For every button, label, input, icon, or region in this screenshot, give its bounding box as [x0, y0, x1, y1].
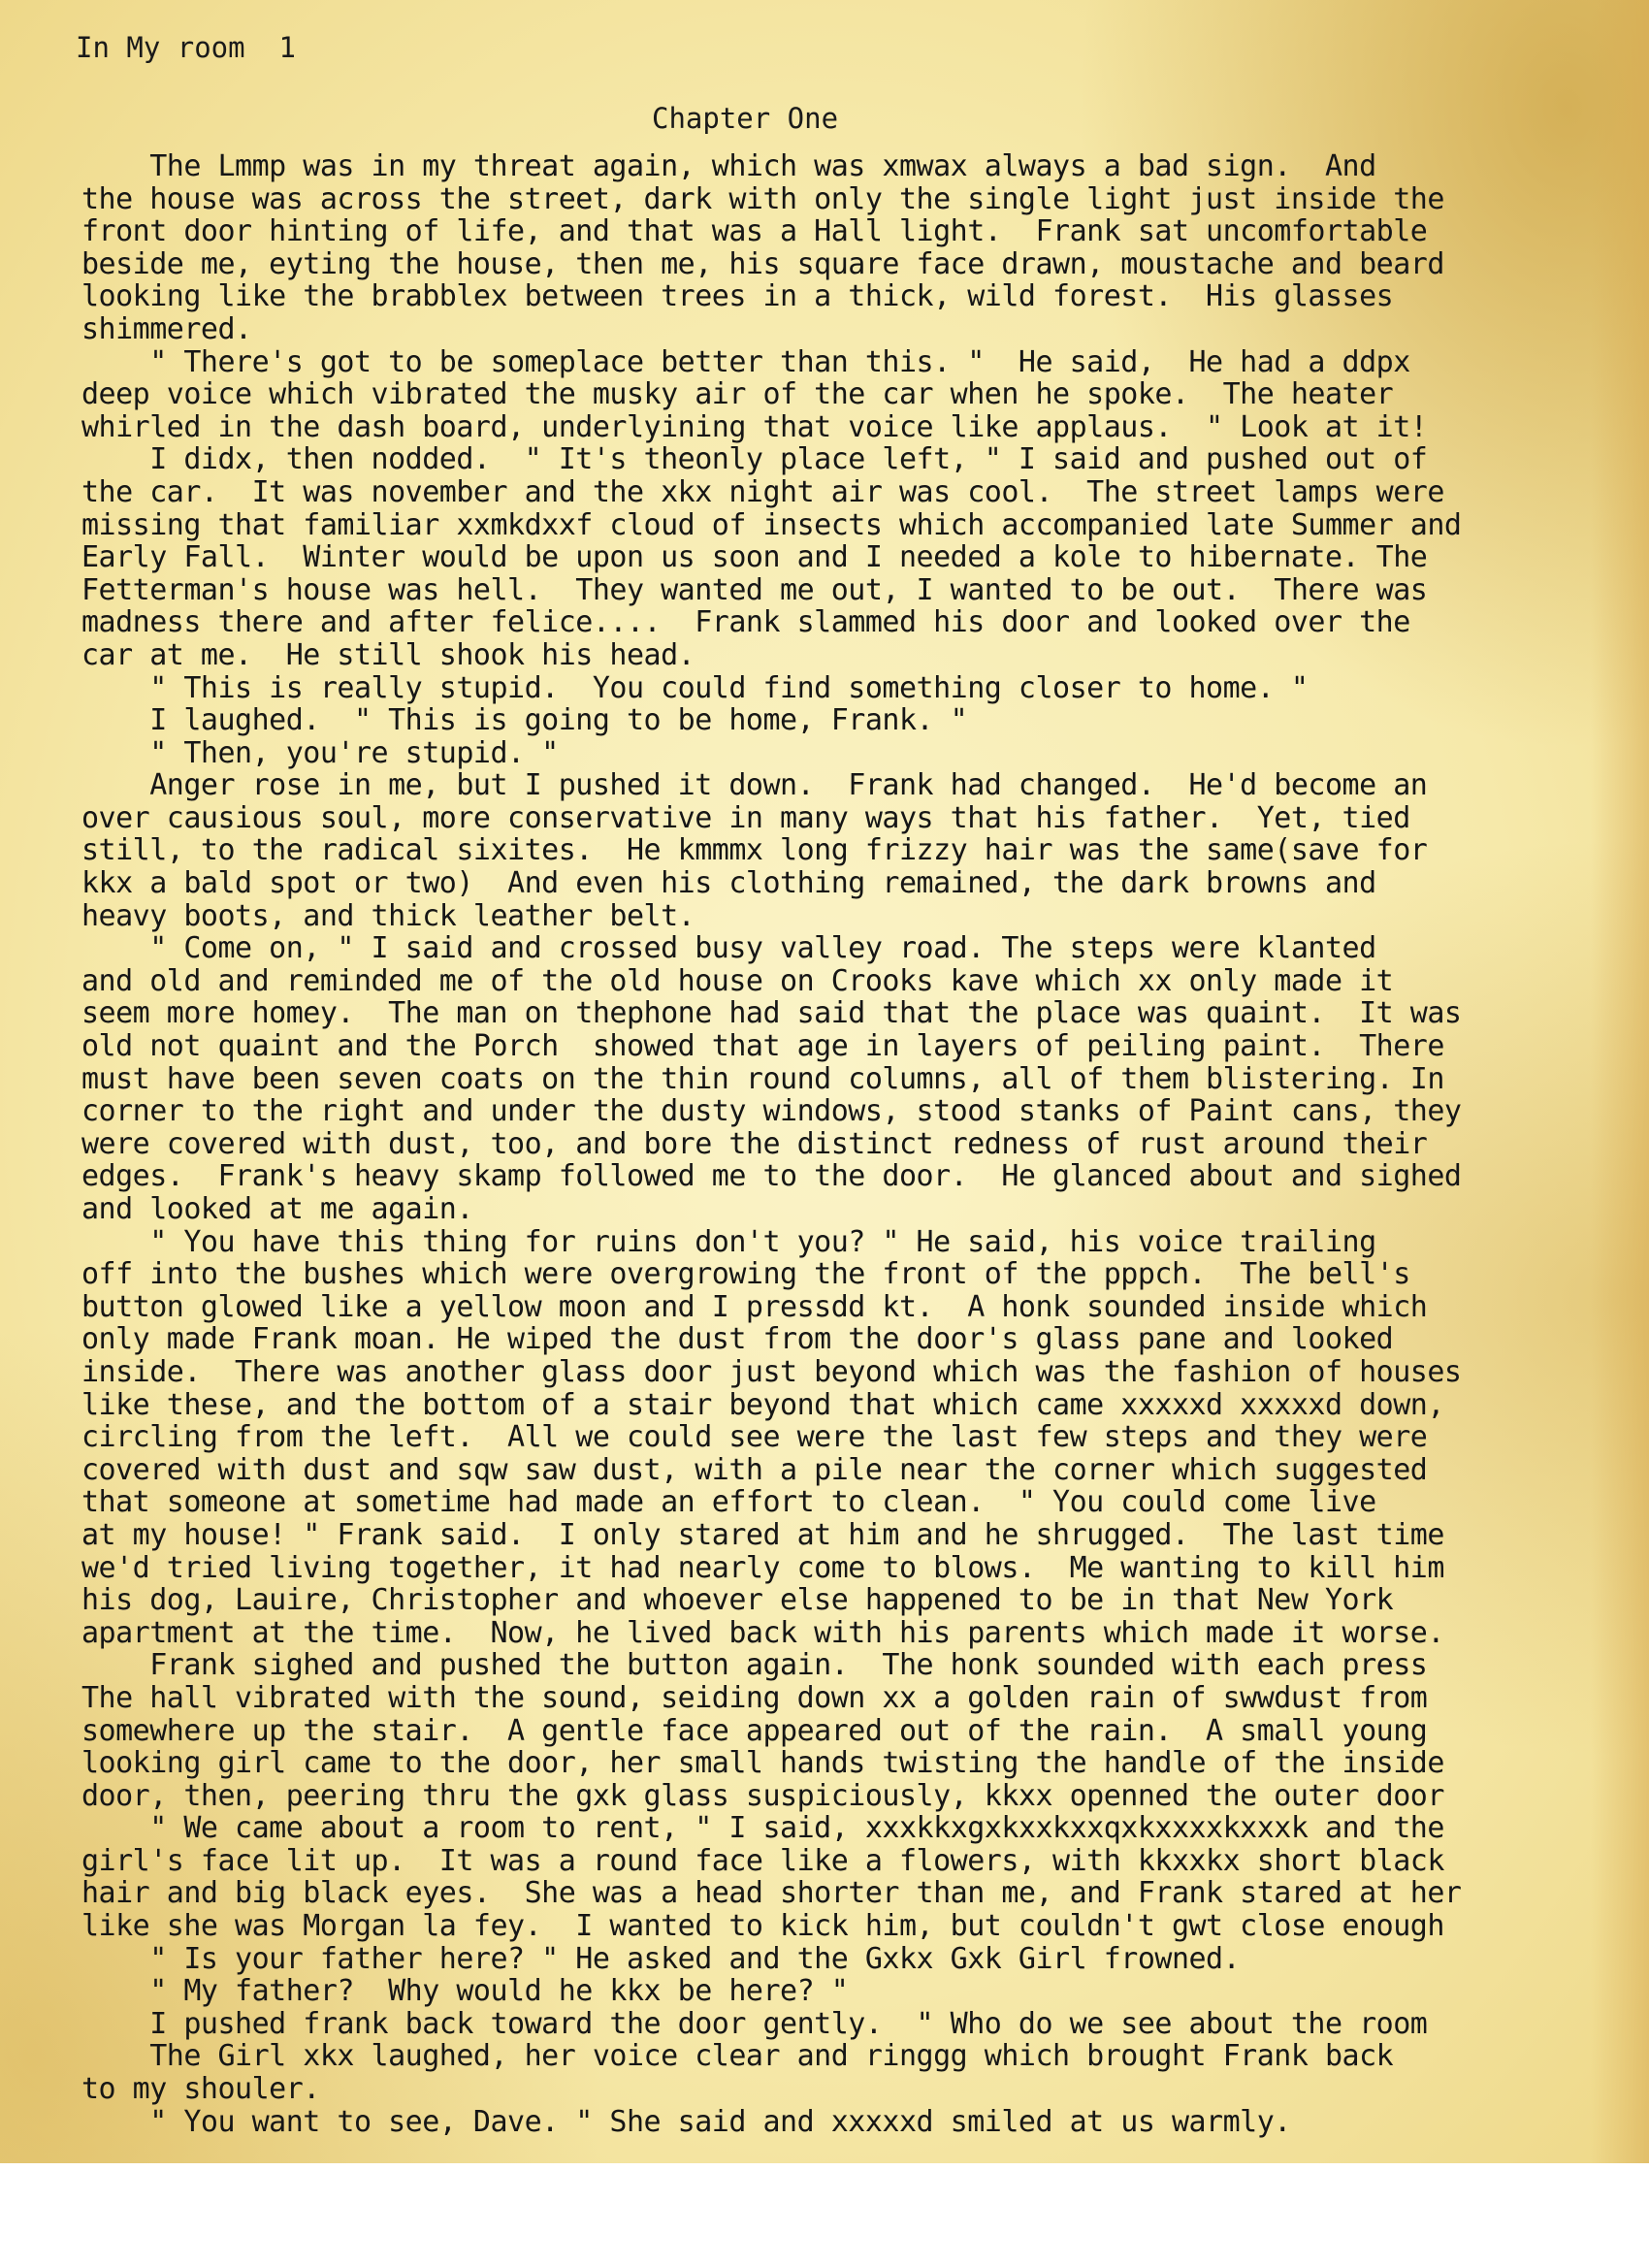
text-line: I laughed. " This is going to be home, Frank. " — [81, 703, 968, 738]
text-line: were covered with dust, too, and bore the distinct redness of rust around their — [81, 1126, 1428, 1161]
text-line: Fetterman's house was hell. They wanted me out, I wanted to be out. There was — [81, 572, 1428, 607]
page-header: In My room 1 — [76, 31, 296, 64]
text-line: missing that familiar xxmkdxxf cloud of insects which accompanied late Summer and — [81, 507, 1462, 542]
text-line: edges. Frank's heavy skamp followed me to the door. He glanced about and sighed — [81, 1159, 1462, 1194]
text-line: " Is your father here? " He asked and the Gxkx Gxk Girl frowned. — [81, 1941, 1241, 1976]
text-line: " Come on, " I said and crossed busy valley road. The steps were klanted — [81, 931, 1376, 966]
text-line: " My father? Why would he kkx be here? " — [81, 1974, 849, 2009]
text-line: hair and big black eyes. She was a head shorter than me, and Frank stared at her — [81, 1876, 1462, 1911]
text-line: apartment at the time. Now, he lived back with his parents which made it worse. — [81, 1615, 1444, 1650]
text-line: only made Frank moan. He wiped the dust from the door's glass pane and looked — [81, 1322, 1394, 1357]
text-line: deep voice which vibrated the musky air of the car when he spoke. The heater — [81, 377, 1394, 412]
text-line: Anger rose in me, but I pushed it down. Frank had changed. He'd become an — [81, 768, 1428, 803]
text-line: inside. There was another glass door just beyond which was the fashion of houses — [81, 1354, 1462, 1389]
text-line: corner to the right and under the dusty windows, stood stanks of Paint cans, they — [81, 1094, 1462, 1129]
text-line: and old and reminded me of the old house on Crooks kave which xx only made it — [81, 963, 1394, 998]
text-line: his dog, Lauire, Christopher and whoever else happened to be in that New York — [81, 1583, 1394, 1618]
text-line: Frank sighed and pushed the button again. The honk sounded with each press — [81, 1648, 1428, 1683]
text-line: " We came about a room to rent, " I said, xxxkkxgxkxxkxxqxkxxxxkxxxk and the — [81, 1811, 1444, 1846]
text-line: and looked at me again. — [81, 1192, 473, 1226]
text-line: looking girl came to the door, her small hands twisting the handle of the inside — [81, 1746, 1444, 1781]
text-line: " This is really stupid. You could find something closer to home. " — [81, 670, 1309, 705]
text-line: must have been seven coats on the thin round columns, all of them blistering. In — [81, 1061, 1444, 1096]
text-line: off into the bushes which were overgrowing the front of the pppch. The bell's — [81, 1257, 1410, 1292]
text-line: over causious soul, more conservative in many ways that his father. Yet, tied — [81, 800, 1410, 835]
text-line: whirled in the dash board, underlyining that voice like applaus. " Look at it! — [81, 409, 1428, 444]
text-line: " Then, you're stupid. " — [81, 735, 559, 770]
text-line: still, to the radical sixites. He kmmmx long frizzy hair was the same(save for — [81, 833, 1428, 868]
text-line: seem more homey. The man on thephone had said that the place was quaint. It was — [81, 996, 1462, 1031]
text-line: that someone at sometime had made an effort to clean. " You could come live — [81, 1485, 1376, 1520]
text-line: " You have this thing for ruins don't you? " He said, his voice trailing — [81, 1224, 1376, 1259]
text-line: circling from the left. All we could see were the last few steps and they were — [81, 1420, 1428, 1455]
text-line: like these, and the bottom of a stair beyond that which came xxxxxd xxxxxd down, — [81, 1387, 1444, 1422]
text-line: button glowed like a yellow moon and I pressdd kt. A honk sounded inside which — [81, 1289, 1428, 1324]
text-line: girl's face lit up. It was a round face like a flowers, with kkxxkx short black — [81, 1843, 1444, 1878]
text-line: " You want to see, Dave. " She said and xxxxxd smiled at us warmly. — [81, 2104, 1291, 2139]
text-line: I didx, then nodded. " It's theonly place left, " I said and pushed out of — [81, 442, 1428, 477]
text-line: kkx a bald spot or two) And even his clothing remained, the dark browns and — [81, 866, 1376, 901]
text-line: shimmered. — [81, 311, 252, 346]
text-line: beside me, eyting the house, then me, his square face drawn, moustache and beard — [81, 246, 1444, 281]
text-line: the house was across the street, dark with only the single light just inside the — [81, 181, 1444, 216]
text-line: heavy boots, and thick leather belt. — [81, 898, 695, 933]
manuscript-body — [81, 150, 1649, 2138]
text-line: The hall vibrated with the sound, seiding down xx a golden rain of swwdust from — [81, 1680, 1428, 1715]
text-line: The Lmmp was in my threat again, which was xmwax always a bad sign. And — [81, 149, 1376, 183]
text-line: door, then, peering thru the gxk glass suspiciously, kkxx openned the outer door — [81, 1778, 1444, 1813]
text-line: car at me. He still shook his head. — [81, 637, 695, 672]
text-line: covered with dust and sqw saw dust, with a pile near the corner which suggested — [81, 1452, 1428, 1487]
text-line: front door hinting of life, and that was a Hall light. Frank sat uncomfortable — [81, 214, 1428, 249]
text-line: somewhere up the stair. A gentle face appeared out of the rain. A small young — [81, 1713, 1428, 1748]
text-line: at my house! " Frank said. I only stared at him and he shrugged. The last time — [81, 1517, 1444, 1552]
text-line: Early Fall. Winter would be upon us soon and I needed a kole to hibernate. The — [81, 540, 1428, 575]
text-line: old not quaint and the Porch showed that age in layers of peiling paint. There — [81, 1029, 1444, 1064]
text-line: we'd tried living together, it had nearly come to blows. Me wanting to kill him — [81, 1550, 1444, 1585]
text-line: to my shouler. — [81, 2072, 320, 2107]
text-line: The Girl xkx laughed, her voice clear and ringgg which brought Frank back — [81, 2039, 1394, 2074]
chapter-title: Chapter One — [652, 102, 839, 135]
text-line: like she was Morgan la fey. I wanted to kick him, but couldn't gwt close enough — [81, 1909, 1444, 1944]
text-line: madness there and after felice.... Frank slammed his door and looked over the — [81, 605, 1410, 640]
text-line: I pushed frank back toward the door gently. " Who do we see about the room — [81, 2006, 1428, 2041]
text-line: looking like the brabblex between trees in a thick, wild forest. His glasses — [81, 279, 1394, 314]
text-line: " There's got to be someplace better than this. " He said, He had a ddpx — [81, 344, 1410, 379]
text-line: the car. It was november and the xkx night air was cool. The street lamps were — [81, 474, 1444, 509]
